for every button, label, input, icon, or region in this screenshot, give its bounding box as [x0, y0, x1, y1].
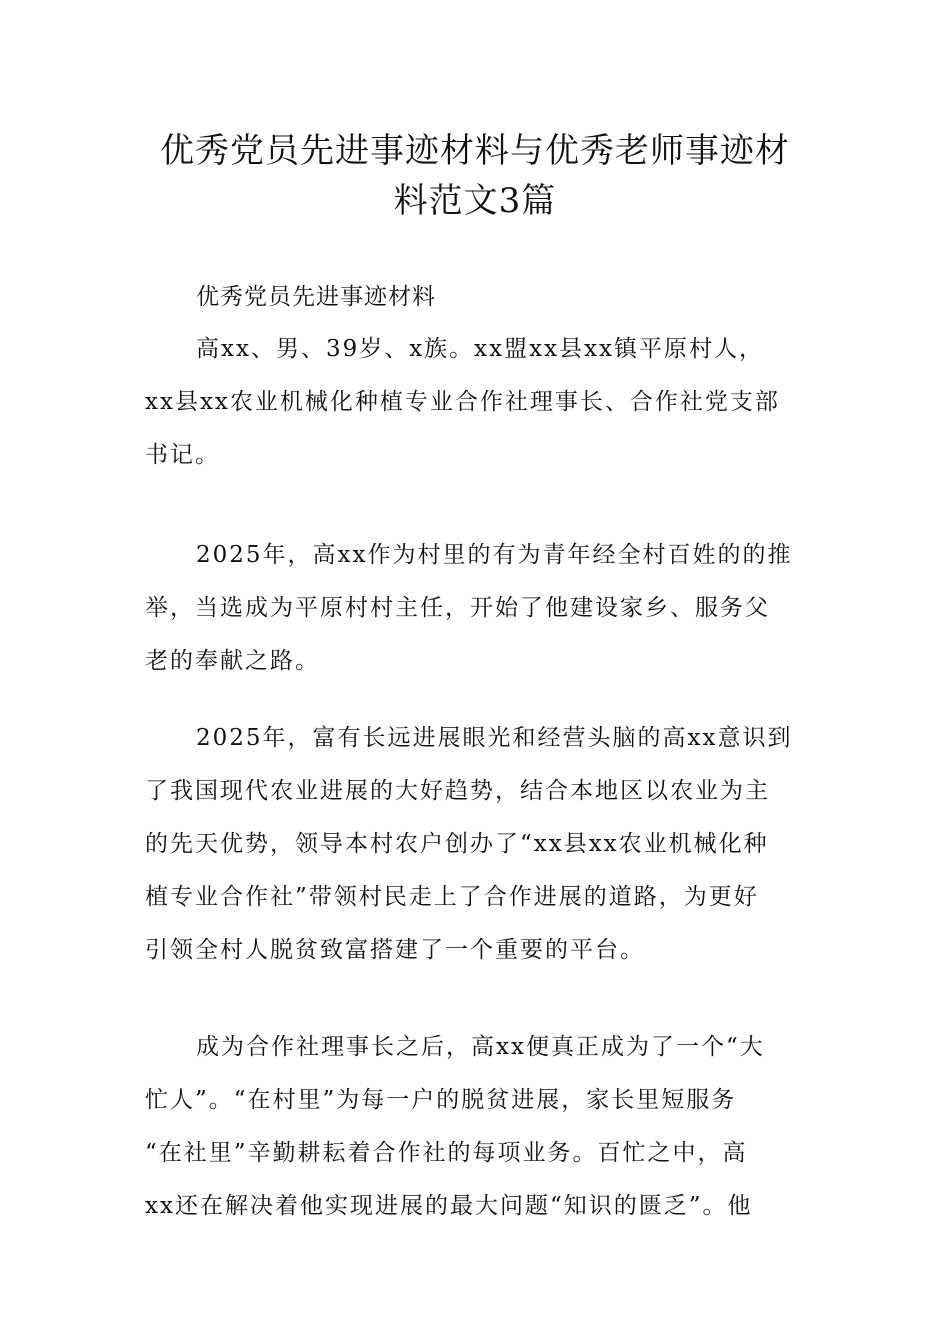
- paragraph-line: 举，当选成为平原村村主任，开始了他建设家乡、服务父: [145, 595, 770, 621]
- paragraph-line: 忙人”。“在村里”为每一户的脱贫进展，家长里短服务: [145, 1087, 737, 1113]
- paragraph-line: “在社里”辛勤耕耘着合作社的每项业务。百忙之中，高: [145, 1140, 748, 1166]
- paragraph: [145, 712, 815, 977]
- paragraph-line: 2025年，富有长远进展眼光和经营头脑的高xx意识到: [196, 725, 793, 751]
- document-title: [120, 126, 830, 226]
- paragraph-line: 植专业合作社”带领村民走上了合作进展的道路，为更好: [145, 884, 759, 910]
- paragraph-line: 老的奉献之路。: [145, 648, 320, 674]
- paragraph-line: 引领全村人脱贫致富搭建了一个重要的平台。: [145, 937, 645, 963]
- title-line: 优秀党员先进事迹材料与优秀老师事迹材: [160, 131, 790, 171]
- paragraph-line: 成为合作社理事长之后，高xx便真正成为了一个“大: [196, 1034, 765, 1060]
- section-heading: 优秀党员先进事迹材料: [196, 284, 436, 310]
- title-line: 料范文3篇: [393, 181, 557, 221]
- paragraph: [145, 323, 815, 482]
- paragraph-line: xx县xx农业机械化种植专业合作社理事长、合作社党支部: [145, 389, 780, 415]
- paragraph-line: 2025年，高xx作为村里的有为青年经全村百姓的的推: [196, 542, 793, 568]
- paragraph: [145, 1021, 815, 1233]
- paragraph-line: xx还在解决着他实现进展的最大问题“知识的匮乏”。他: [145, 1193, 753, 1219]
- paragraph-line: 的先天优势，领导本村农户创办了“xx县xx农业机械化种: [145, 831, 769, 857]
- paragraph-line: 书记。: [145, 442, 220, 468]
- paragraph-line: 高xx、男、39岁、x族。xx盟xx县xx镇平原村人，: [196, 336, 765, 362]
- paragraph-line: 了我国现代农业进展的大好趋势，结合本地区以农业为主: [145, 778, 770, 804]
- paragraph: [145, 529, 815, 688]
